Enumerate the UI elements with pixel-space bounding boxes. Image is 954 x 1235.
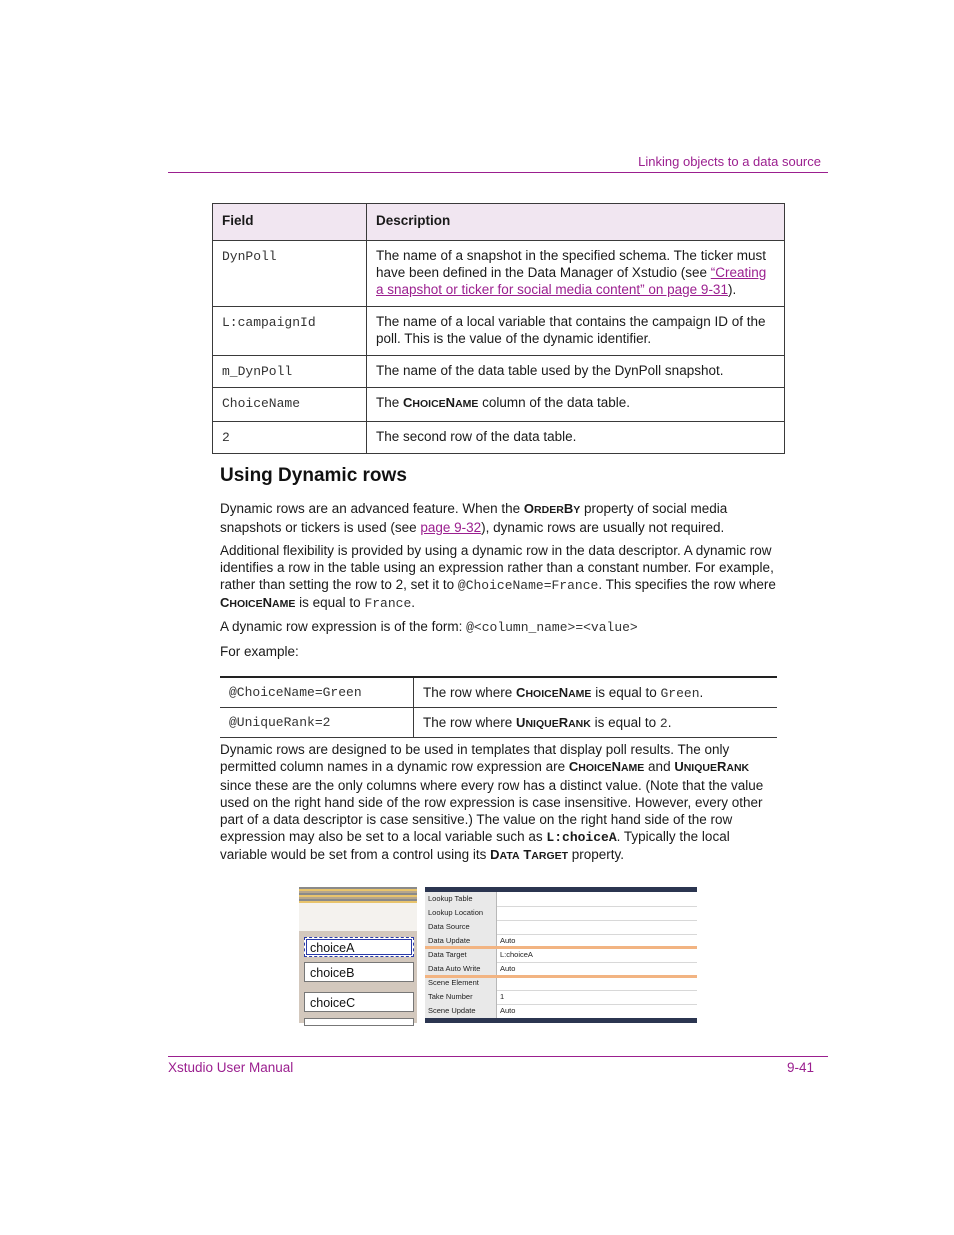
property-row[interactable]: Data Update Auto <box>425 934 697 949</box>
screenshot-figure <box>299 887 697 1023</box>
field-table <box>212 203 785 454</box>
property-row[interactable]: Take Number 1 <box>425 990 697 1005</box>
cross-reference-link[interactable]: “Creating a snapshot or ticker for social media content” on page 9-31 <box>376 265 767 297</box>
preview-background <box>299 903 417 931</box>
field-cell: m_DynPoll <box>213 356 367 388</box>
paragraph-flexibility: Additional flexibility is provided by using a dynamic row in the data descriptor. A dynamic row identifies a row in the table using an expression rather than a constant number. For example, rather than setting the row to 2, set it to @ChoiceName=France. This specifies the row where CHOICENAME is equal to France. <box>220 543 776 611</box>
choice-c-textbox[interactable]: choiceC <box>304 992 414 1012</box>
choice-b-textbox[interactable]: choiceB <box>304 962 414 982</box>
table-row <box>220 677 777 708</box>
paragraph-expression-form: A dynamic row expression is of the form: @<column_name>=<value> <box>220 619 638 635</box>
choice-d-textbox[interactable] <box>304 1018 414 1026</box>
footer-page-number: 9-41 <box>786 1060 814 1075</box>
property-row[interactable]: Scene Update Auto <box>425 1004 697 1019</box>
meaning-cell: The row where UNIQUERANK is equal to 2. <box>414 708 778 738</box>
highlight-bar-bottom <box>425 975 697 978</box>
column-header-description: Description <box>367 204 785 241</box>
section-heading: Using Dynamic rows <box>220 465 407 486</box>
description-cell: The name of a local variable that contains the campaign ID of the poll. This is the value of the dynamic identifier. <box>367 307 785 356</box>
property-row-data-target[interactable]: Data Target L:choiceA <box>425 948 697 963</box>
scene-preview-panel <box>299 887 417 1023</box>
expression-cell: @UniqueRank=2 <box>220 708 414 738</box>
field-cell: DynPoll <box>213 241 367 307</box>
table-row <box>213 422 785 454</box>
expression-cell: @ChoiceName=Green <box>220 677 414 708</box>
footer-manual-title: Xstudio User Manual <box>168 1060 294 1075</box>
description-cell: The name of the data table used by the DynPoll snapshot. <box>367 356 785 388</box>
header-rule <box>168 172 828 173</box>
property-grid <box>425 887 697 1023</box>
paragraph-intro: Dynamic rows are an advanced feature. When the ORDERBY property of social media snapshots or tickers is used (see page 9-32), dynamic rows are usually not required. <box>220 501 728 535</box>
description-cell: The name of a snapshot in the specified schema. The ticker must have been defined in the Data Manager of Xstudio (see “Creating a snapshot or ticker for social media content” on page 9-31). <box>367 241 785 307</box>
table-row <box>213 356 785 388</box>
property-row[interactable]: Scene Element <box>425 976 697 991</box>
paragraph-permitted-columns: Dynamic rows are designed to be used in templates that display poll results. The only permitted column names in a dynamic row expression are CHOICENAME and UNIQUERANK since these are the only columns where every row has a distinct value. (Note that the value used on the right hand side of the row expression is case insensitive. However, every other part of a data descriptor is case sensitive.) The value on the right hand side of the row expression may also be set to a local variable such as L:choiceA. Typically the local variable would be set from a control using its DATA TARGET property. <box>220 742 764 862</box>
choice-a-textbox[interactable]: choiceA <box>304 937 414 957</box>
description-cell: The CHOICENAME column of the data table. <box>367 388 785 422</box>
description-cell: The second row of the data table. <box>367 422 785 454</box>
field-cell: 2 <box>213 422 367 454</box>
table-row <box>213 241 785 307</box>
table-header-row <box>213 204 785 241</box>
table-row <box>213 307 785 356</box>
running-header: Linking objects to a data source <box>638 154 821 169</box>
field-cell: L:campaignId <box>213 307 367 356</box>
paragraph-for-example: For example: <box>220 644 299 659</box>
property-row[interactable]: Lookup Location <box>425 906 697 921</box>
column-header-field: Field <box>213 204 367 241</box>
meaning-cell: The row where CHOICENAME is equal to Green. <box>414 677 778 708</box>
example-table <box>220 676 777 738</box>
preview-stripes <box>299 887 417 903</box>
highlight-bar-top <box>425 946 697 949</box>
page-link[interactable]: page 9-32 <box>420 520 482 535</box>
property-row[interactable]: Lookup Table <box>425 892 697 907</box>
property-row[interactable]: Data Source <box>425 920 697 935</box>
table-row <box>220 708 777 738</box>
field-cell: ChoiceName <box>213 388 367 422</box>
table-row <box>213 388 785 422</box>
property-row[interactable]: Data Auto Write Auto <box>425 962 697 977</box>
footer-rule <box>168 1056 828 1057</box>
